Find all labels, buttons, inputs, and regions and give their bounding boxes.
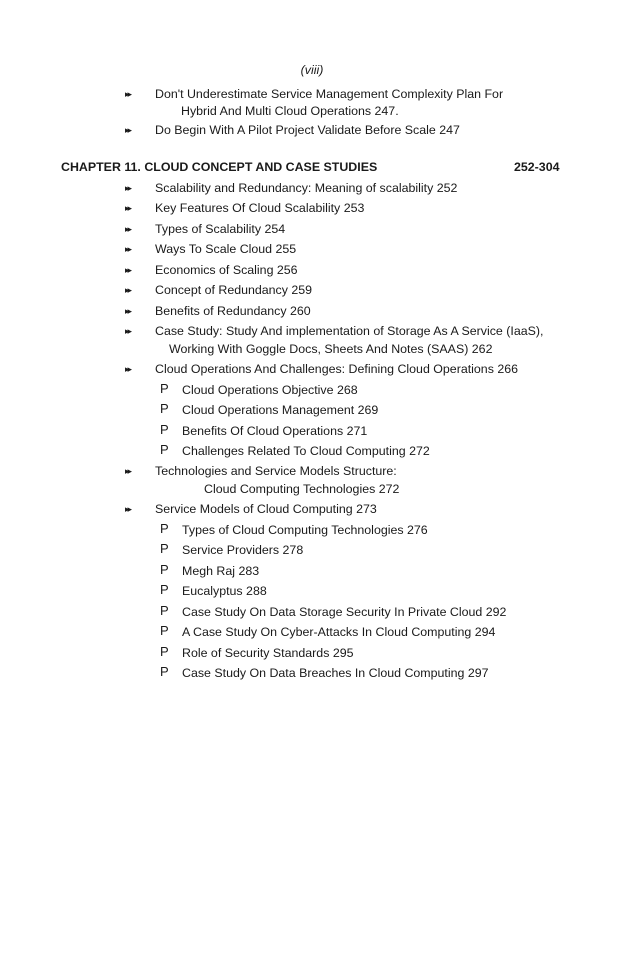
sub-bullet-icon: P xyxy=(160,623,169,638)
toc-entry: Economics of Scaling 256 xyxy=(155,263,298,277)
chapter-heading: CHAPTER 11. CLOUD CONCEPT AND CASE STUDIES xyxy=(61,160,378,174)
toc-entry: Key Features Of Cloud Scalability 253 xyxy=(155,201,365,215)
bullet-icon: ▸▸ xyxy=(125,244,131,254)
bullet-icon: ▸▸ xyxy=(125,364,131,374)
sub-bullet-icon: P xyxy=(160,401,169,416)
toc-subentry: Eucalyptus 288 xyxy=(182,584,267,598)
sub-bullet-icon: P xyxy=(160,582,169,597)
toc-subentry: Service Providers 278 xyxy=(182,543,304,557)
sub-bullet-icon: P xyxy=(160,562,169,577)
sub-bullet-icon: P xyxy=(160,603,169,618)
bullet-icon: ▸▸ xyxy=(125,89,131,99)
toc-entry: Service Models of Cloud Computing 273 xyxy=(155,502,377,516)
toc-entry: Cloud Operations And Challenges: Defining Cloud Operations 266 xyxy=(155,362,519,376)
sub-bullet-icon: P xyxy=(160,521,169,536)
toc-entry: Technologies and Service Models Structure: xyxy=(155,464,397,478)
toc-entry: Scalability and Redundancy: Meaning of scalability 252 xyxy=(155,181,458,195)
sub-bullet-icon: P xyxy=(160,664,169,679)
bullet-icon: ▸▸ xyxy=(125,466,131,476)
bullet-icon: ▸▸ xyxy=(125,504,131,514)
bullet-icon: ▸▸ xyxy=(125,265,131,275)
bullet-icon: ▸▸ xyxy=(125,326,131,336)
toc-subentry: Case Study On Data Storage Security In Private Cloud 292 xyxy=(182,605,507,619)
sub-bullet-icon: P xyxy=(160,381,169,396)
bullet-icon: ▸▸ xyxy=(125,285,131,295)
bullet-icon: ▸▸ xyxy=(125,183,131,193)
toc-subentry: Benefits Of Cloud Operations 271 xyxy=(182,424,368,438)
toc-entry: Don't Underestimate Service Management Complexity Plan For xyxy=(155,87,504,101)
toc-entry: Ways To Scale Cloud 255 xyxy=(155,242,297,256)
sub-bullet-icon: P xyxy=(160,422,169,437)
sub-bullet-icon: P xyxy=(160,541,169,556)
toc-entry: Case Study: Study And implementation of Storage As A Service (IaaS), xyxy=(155,324,544,338)
chapter-page-range: 252-304 xyxy=(514,160,560,174)
bullet-icon: ▸▸ xyxy=(125,306,131,316)
toc-subentry: Cloud Operations Objective 268 xyxy=(182,383,358,397)
toc-subentry: Megh Raj 283 xyxy=(182,564,260,578)
toc-entry-continuation: Hybrid And Multi Cloud Operations 247. xyxy=(181,104,399,118)
toc-entry: Benefits of Redundancy 260 xyxy=(155,304,311,318)
toc-subentry: Case Study On Data Breaches In Cloud Computing 297 xyxy=(182,666,489,680)
page-number: (viii) xyxy=(300,63,324,77)
toc-subentry: A Case Study On Cyber-Attacks In Cloud Computing 294 xyxy=(182,625,496,639)
toc-subentry: Types of Cloud Computing Technologies 276 xyxy=(182,523,428,537)
toc-entry: Types of Scalability 254 xyxy=(155,222,286,236)
bullet-icon: ▸▸ xyxy=(125,125,131,135)
toc-entry: Do Begin With A Pilot Project Validate Before Scale 247 xyxy=(155,123,460,137)
bullet-icon: ▸▸ xyxy=(125,203,131,213)
sub-bullet-icon: P xyxy=(160,644,169,659)
toc-entry-continuation: Cloud Computing Technologies 272 xyxy=(204,482,400,496)
toc-entry-continuation: Working With Goggle Docs, Sheets And Notes (SAAS) 262 xyxy=(169,342,493,356)
toc-subentry: Cloud Operations Management 269 xyxy=(182,403,379,417)
sub-bullet-icon: P xyxy=(160,442,169,457)
toc-entry: Concept of Redundancy 259 xyxy=(155,283,313,297)
bullet-icon: ▸▸ xyxy=(125,224,131,234)
toc-subentry: Challenges Related To Cloud Computing 272 xyxy=(182,444,430,458)
toc-subentry: Role of Security Standards 295 xyxy=(182,646,354,660)
